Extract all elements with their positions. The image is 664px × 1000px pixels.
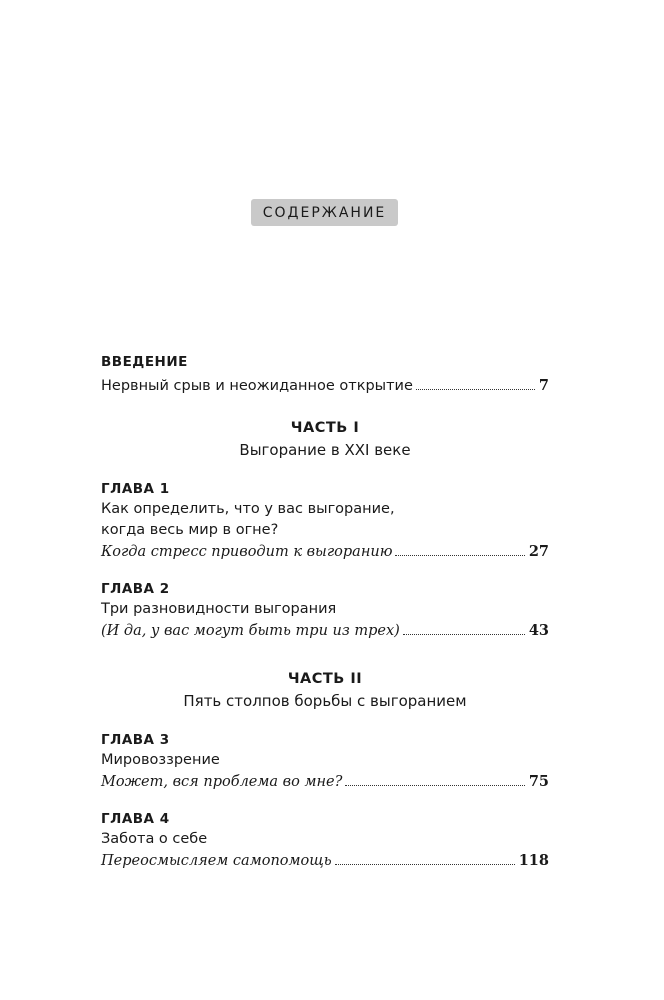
dot-leader [335,864,515,865]
toc-entry-chapter-4[interactable] [101,850,549,872]
page-number: 43 [528,622,549,639]
entry-title: Может, вся проблема во мне? [101,774,343,790]
chapter-label: ГЛАВА 1 [101,481,170,497]
page-number: 27 [528,543,549,560]
part-subtitle: Выгорание в XXI веке [239,441,411,459]
chapter-2-section [101,579,549,642]
part-label: ЧАСТЬ I [290,420,360,436]
dot-leader [403,634,525,635]
toc-title: СОДЕРЖАНИЕ [251,199,398,226]
entry-title: Нервный срыв и неожиданное открытие [101,378,413,394]
chapter-label: ГЛАВА 3 [101,732,170,748]
intro-label: ВВЕДЕНИЕ [101,354,188,370]
chapter-label: ГЛАВА 2 [101,581,170,597]
entry-title: Переосмысляем самопомощь [101,853,332,869]
toc-entry-intro[interactable] [101,375,549,397]
chapter-1-section [101,479,549,563]
dot-leader [345,785,524,786]
part-2-heading [101,668,549,712]
intro-section [101,352,549,397]
page-number: 118 [518,852,549,869]
chapter-title: Мировоззрение [101,752,220,768]
part-label: ЧАСТЬ II [287,671,363,687]
part-1-heading [101,417,549,461]
toc-list [101,352,549,872]
chapter-3-section [101,730,549,793]
chapter-4-section [101,809,549,872]
page-number: 7 [538,377,549,394]
chapter-title: Забота о себе [101,831,208,847]
dot-leader [395,555,524,556]
dot-leader [416,389,535,390]
chapter-title: Три разновидности выгорания [101,601,337,617]
chapter-title-cont: когда весь мир в огне? [101,522,279,538]
entry-title: (И да, у вас могут быть три из трех) [101,623,400,639]
toc-entry-chapter-3[interactable] [101,771,549,793]
toc-entry-chapter-1[interactable] [101,541,549,563]
entry-title: Когда стресс приводит к выгоранию [101,544,393,560]
chapter-label: ГЛАВА 4 [101,811,170,827]
toc-entry-chapter-2[interactable] [101,620,549,642]
part-subtitle: Пять столпов борьбы с выгоранием [183,692,467,710]
page-number: 75 [528,773,549,790]
chapter-title: Как определить, что у вас выгорание, [101,501,395,517]
